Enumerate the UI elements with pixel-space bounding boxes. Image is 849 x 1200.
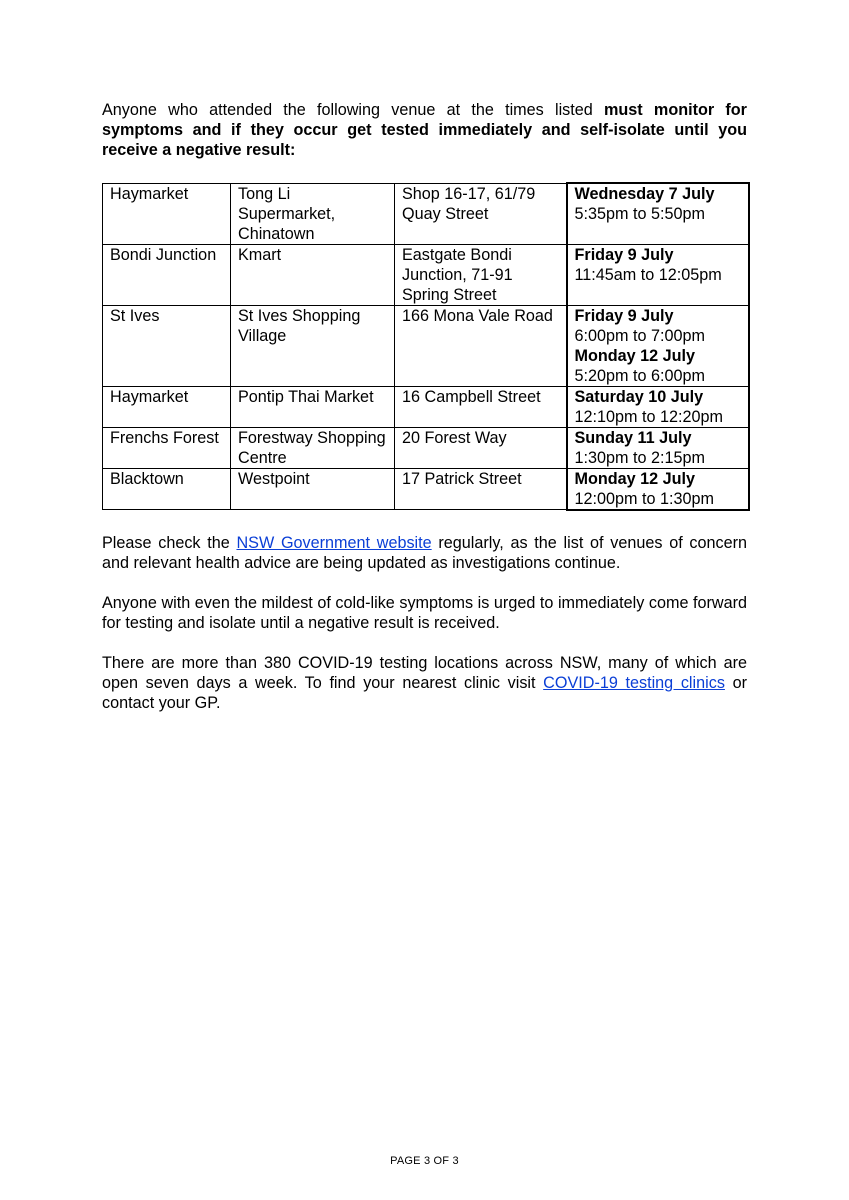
suburb-cell: Haymarket	[103, 386, 231, 427]
address-cell: 16 Campbell Street	[395, 386, 567, 427]
address-cell: 17 Patrick Street	[395, 468, 567, 510]
venue-cell: Westpoint	[231, 468, 395, 510]
mildest-symptoms-paragraph: Anyone with even the mildest of cold-like symptoms is urged to immediately come forward for testing and isolate until a negative result is received.	[102, 593, 747, 632]
check-website-paragraph	[102, 533, 747, 573]
date-time-cell	[567, 427, 749, 468]
address-cell: 20 Forest Way	[395, 427, 567, 468]
venue-cell: Kmart	[231, 244, 395, 305]
date-time-cell	[567, 183, 749, 244]
date-time-cell	[567, 468, 749, 510]
table-row	[103, 244, 749, 305]
address-cell: 166 Mona Vale Road	[395, 305, 567, 386]
suburb-cell: Haymarket	[103, 183, 231, 244]
address-cell: Eastgate Bondi Junction, 71-91 Spring Street	[395, 244, 567, 305]
nsw-government-website-link[interactable]: NSW Government website	[236, 533, 432, 552]
table-row	[103, 468, 749, 510]
intro-bold-text: must monitor for symptoms and if they occur get tested immediately and self-isolate until you receive a negative result:	[102, 101, 747, 159]
intro-text: Anyone who attended the following venue at the times listed	[102, 101, 605, 119]
time-label: 1:30pm to 2:15pm	[574, 448, 705, 467]
check-text-after: regularly, as the list of venues of concern and relevant health advice are being updated as investigations continue.	[102, 533, 748, 572]
date-time-cell	[567, 244, 749, 305]
day-label: Saturday 10 July	[574, 387, 704, 406]
suburb-cell: Blacktown	[103, 468, 231, 510]
time-label: 12:10pm to 12:20pm	[574, 407, 723, 426]
testing-locations-paragraph	[102, 653, 747, 713]
time-label: 12:00pm to 1:30pm	[574, 489, 714, 508]
testing-text-after: or contact your GP.	[102, 673, 747, 712]
day-label-second: Monday 12 July	[574, 346, 696, 365]
page-content	[102, 100, 747, 733]
suburb-cell: St Ives	[103, 305, 231, 386]
time-label: 5:35pm to 5:50pm	[574, 205, 705, 223]
intro-paragraph	[102, 100, 747, 160]
check-text-before: Please check the	[102, 533, 237, 552]
suburb-cell: Bondi Junction	[103, 244, 231, 305]
venue-cell: Pontip Thai Market	[231, 386, 395, 427]
day-label: Friday 9 July	[574, 245, 674, 264]
venue-cell: Tong Li Supermarket, Chinatown	[231, 183, 395, 244]
day-label: Friday 9 July	[574, 306, 674, 325]
address-cell: Shop 16-17, 61/79 Quay Street	[395, 183, 567, 244]
date-time-cell	[567, 386, 749, 427]
venue-cell: St Ives Shopping Village	[231, 305, 395, 386]
table-row	[103, 183, 749, 244]
day-label: Wednesday 7 July	[574, 185, 715, 203]
day-label: Sunday 11 July	[574, 428, 692, 447]
table-row	[103, 305, 749, 386]
suburb-cell: Frenchs Forest	[103, 427, 231, 468]
covid-testing-clinics-link[interactable]: COVID-19 testing clinics	[543, 673, 725, 692]
venue-cell: Forestway Shopping Centre	[231, 427, 395, 468]
time-label-second: 5:20pm to 6:00pm	[574, 366, 705, 385]
testing-text-before: There are more than 380 COVID-19 testing locations across NSW, many of which are open seven days a week. To find your nearest clinic visit	[102, 653, 747, 692]
time-label: 6:00pm to 7:00pm	[574, 326, 705, 345]
date-time-cell	[567, 305, 749, 386]
table-row	[103, 386, 749, 427]
table-row	[103, 427, 749, 468]
time-label: 11:45am to 12:05pm	[574, 265, 722, 284]
day-label: Monday 12 July	[574, 469, 696, 488]
page-number-footer: PAGE 3 OF 3	[390, 1155, 459, 1167]
venues-table	[102, 182, 750, 511]
